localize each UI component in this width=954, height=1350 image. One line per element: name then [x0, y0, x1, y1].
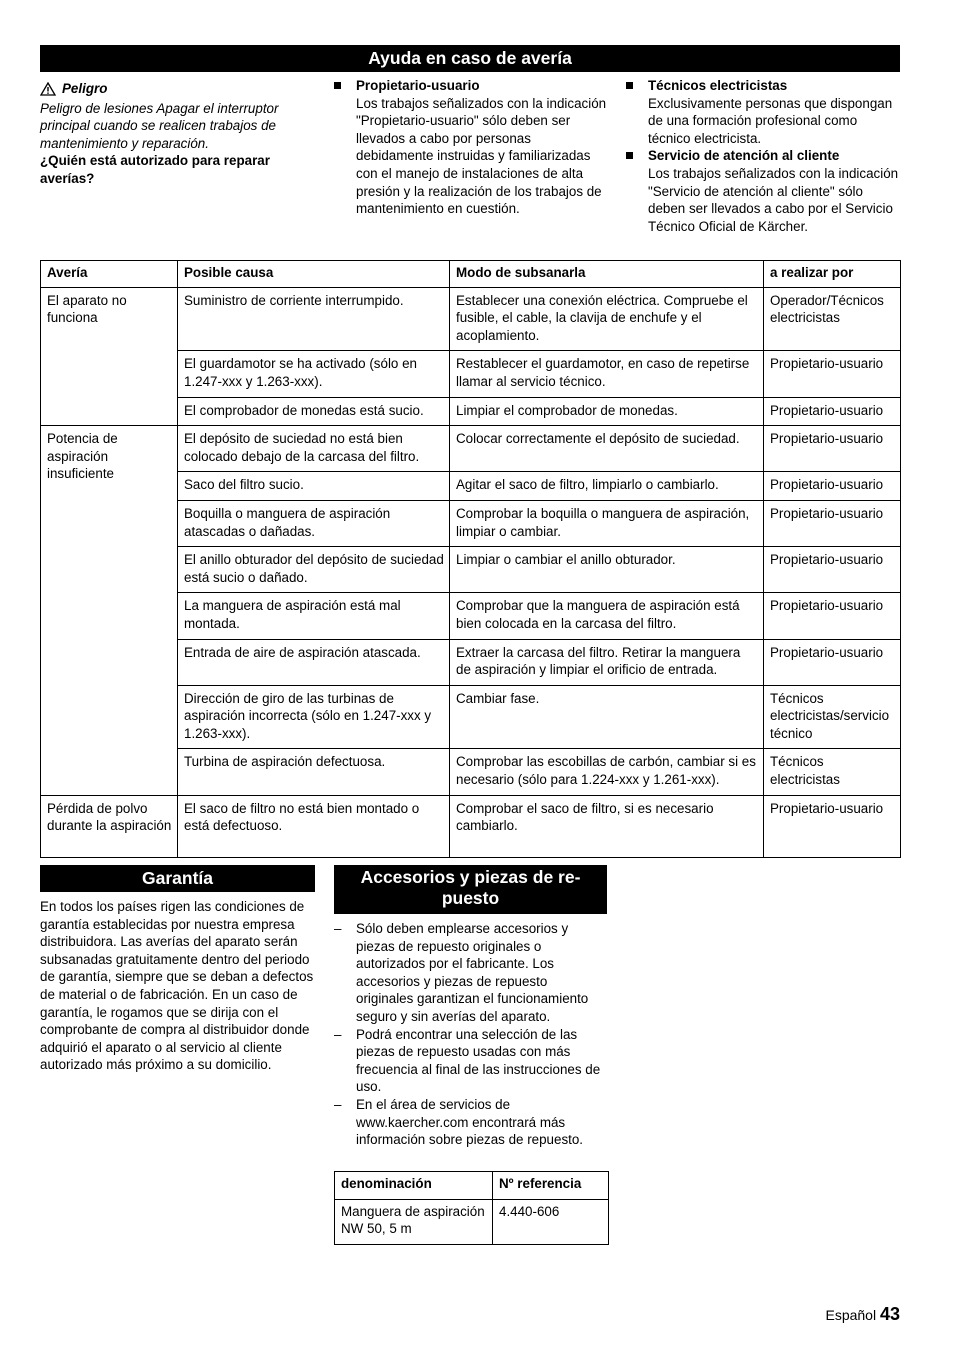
cause-cell: La manguera de aspiración está mal montada. [178, 593, 450, 639]
role-technicians [626, 77, 900, 235]
column-header: Posible causa [178, 261, 450, 288]
authorized-question: ¿Quién está autorizado para reparar averías? [40, 153, 270, 186]
remedy-cell: Limpiar o cambiar el anillo obturador. [450, 547, 764, 593]
performed-by-cell: Propietario-usuario [764, 639, 901, 685]
remedy-cell: Limpiar el comprobador de monedas. [450, 397, 764, 426]
warning-title [40, 80, 312, 98]
column-header: denominación [335, 1172, 493, 1200]
warning-title-text: Peligro [62, 81, 108, 96]
table-row [41, 795, 901, 857]
fault-table [40, 260, 901, 858]
accessories-list-block [334, 920, 608, 1149]
fault-cell: Potencia de aspiración insuficiente [41, 426, 178, 796]
performed-by-cell: Operador/Técnicos electricistas [764, 287, 901, 351]
section-title-line: Accesorios y piezas de re- [360, 867, 581, 887]
part-name-cell: Manguera de aspiración NW 50, 5 m [335, 1199, 493, 1244]
footer-language: Español [825, 1307, 877, 1323]
column-header: Avería [41, 261, 178, 288]
cause-cell: Saco del filtro sucio. [178, 472, 450, 501]
page-footer [825, 1306, 900, 1325]
cause-cell: Boquilla o manguera de aspiración atascadas o dañadas. [178, 500, 450, 546]
column-header: Nº referencia [493, 1172, 609, 1200]
accessories-list [334, 920, 608, 1149]
performed-by-cell: Propietario-usuario [764, 472, 901, 501]
list-item: – Podrá encontrar una selección de las piezas de repuesto usadas con más frecuencia al final de las instrucciones de uso. [334, 1026, 608, 1096]
table-row [41, 287, 901, 351]
remedy-cell: Agitar el saco de filtro, limpiarlo o cambiarlo. [450, 472, 764, 501]
table-header-row [335, 1172, 609, 1200]
role-text: Exclusivamente personas que dispongan de una formación profesional como técnico electricista. [648, 95, 893, 146]
table-row [41, 426, 901, 472]
performed-by-cell: Propietario-usuario [764, 397, 901, 426]
performed-by-cell: Propietario-usuario [764, 426, 901, 472]
remedy-cell: Cambiar fase. [450, 685, 764, 749]
remedy-cell: Comprobar el saco de filtro, si es necesario cambiarlo. [450, 795, 764, 857]
part-number-cell: 4.440-606 [493, 1199, 609, 1244]
remedy-cell: Comprobar la boquilla o manguera de aspiración, limpiar o cambiar. [450, 500, 764, 546]
remedy-cell: Extraer la carcasa del filtro. Retirar la manguera de aspiración y limpiar el orificio de entrada. [450, 639, 764, 685]
section-title: Garantía [142, 868, 213, 888]
role-text: Los trabajos señalizados con la indicación "Servicio de atención al cliente" sólo deben ser llevados a cabo por el Servicio Técnico Oficial de Kärcher. [648, 165, 899, 234]
cause-cell: El depósito de suciedad no está bien colocado debajo de la carcasa del filtro. [178, 426, 450, 472]
cause-cell: El guardamotor se ha activado (sólo en 1.247-xxx y 1.263-xxx). [178, 351, 450, 397]
cause-cell: El anillo obturador del depósito de suciedad está sucio o dañado. [178, 547, 450, 593]
role-item [334, 77, 608, 218]
role-title: Propietario-usuario [356, 78, 480, 93]
performed-by-cell: Propietario-usuario [764, 795, 901, 857]
cause-cell: El comprobador de monedas está sucio. [178, 397, 450, 426]
performed-by-cell: Técnicos electricistas/servicio técnico [764, 685, 901, 749]
table-header-row [41, 261, 901, 288]
warning-block [40, 80, 312, 188]
bullet-square-icon [334, 82, 341, 89]
section-header-warranty [40, 865, 315, 892]
remedy-cell: Establecer una conexión eléctrica. Compruebe el fusible, el cable, la clavija de enchufe y el acoplamiento. [450, 287, 764, 351]
role-text: Los trabajos señalizados con la indicación "Propietario-usuario" sólo deben ser llevados a cabo por personas debidamente instruidas y familiarizadas con el manejo de instalaciones de alta presión y la realización de los trabajos de mantenimiento en cuestión. [356, 95, 607, 217]
cause-cell: Dirección de giro de las turbinas de aspiración incorrecta (sólo en 1.247-xxx y 1.263-xxx). [178, 685, 450, 749]
fault-cell: Pérdida de polvo durante la aspiración [41, 795, 178, 857]
bullet-square-icon [626, 82, 633, 89]
performed-by-cell: Propietario-usuario [764, 593, 901, 639]
role-title: Servicio de atención al cliente [648, 148, 840, 164]
section-header-troubleshooting [40, 45, 900, 72]
cause-cell: Turbina de aspiración defectuosa. [178, 749, 450, 795]
remedy-cell: Comprobar las escobillas de carbón, cambiar si es necesario (sólo para 1.224-xxx y 1.261-xxx). [450, 749, 764, 795]
performed-by-cell: Propietario-usuario [764, 547, 901, 593]
remedy-cell: Restablecer el guardamotor, en caso de repetirse llamar al servicio técnico. [450, 351, 764, 397]
column-header: a realizar por [764, 261, 901, 288]
warning-triangle-icon [40, 82, 56, 96]
list-item: – Sólo deben emplearse accesorios y piezas de repuesto originales o autorizados por el fabricante. Los accesorios y piezas de repuesto originales garantizan el funcionamiento seguro y sin averías del aparato. [334, 920, 608, 1026]
bullet-square-icon [626, 152, 633, 159]
fault-cell: El aparato no funciona [41, 287, 178, 426]
remedy-cell: Comprobar que la manguera de aspiración está bien colocada en la carcasa del filtro. [450, 593, 764, 639]
role-item [626, 77, 900, 147]
warning-text: Peligro de lesiones Apagar el interruptor principal cuando se realicen trabajos de mantenimiento y reparación. [40, 100, 279, 151]
performed-by-cell: Propietario-usuario [764, 351, 901, 397]
warranty-text: En todos los países rigen las condiciones de garantía establecidas por nuestra empresa distribuidora. Las averías del aparato serán subsanadas gratuitamente dentro del periodo de garantía, siempre que se deban a defectos de material o de fabricación. En un caso de garantía, le rogamos que se dirija con el comprobante de compra al distribuidor donde adquirió el aparato o al servicio al cliente autorizado más próximo a su domicilio. [40, 899, 314, 1073]
performed-by-cell: Técnicos electricistas [764, 749, 901, 795]
cause-cell: Entrada de aire de aspiración atascada. [178, 639, 450, 685]
page-number: 43 [879, 1304, 900, 1324]
role-title: Técnicos electricistas [648, 78, 788, 93]
spare-parts-table [334, 1171, 609, 1245]
cause-cell: Suministro de corriente interrumpido. [178, 287, 450, 351]
role-item [626, 147, 900, 235]
role-owner-user [334, 77, 608, 218]
cause-cell: El saco de filtro no está bien montado o está defectuoso. [178, 795, 450, 857]
section-title-line: puesto [441, 888, 500, 908]
performed-by-cell: Propietario-usuario [764, 500, 901, 546]
column-header: Modo de subsanarla [450, 261, 764, 288]
section-title: Ayuda en caso de avería [368, 48, 572, 68]
table-row [335, 1199, 609, 1244]
list-item: – En el área de servicios de www.kaercher.com encontrará más información sobre piezas de repuesto. [334, 1096, 608, 1149]
remedy-cell: Colocar correctamente el depósito de suciedad. [450, 426, 764, 472]
section-header-accessories [334, 865, 607, 914]
